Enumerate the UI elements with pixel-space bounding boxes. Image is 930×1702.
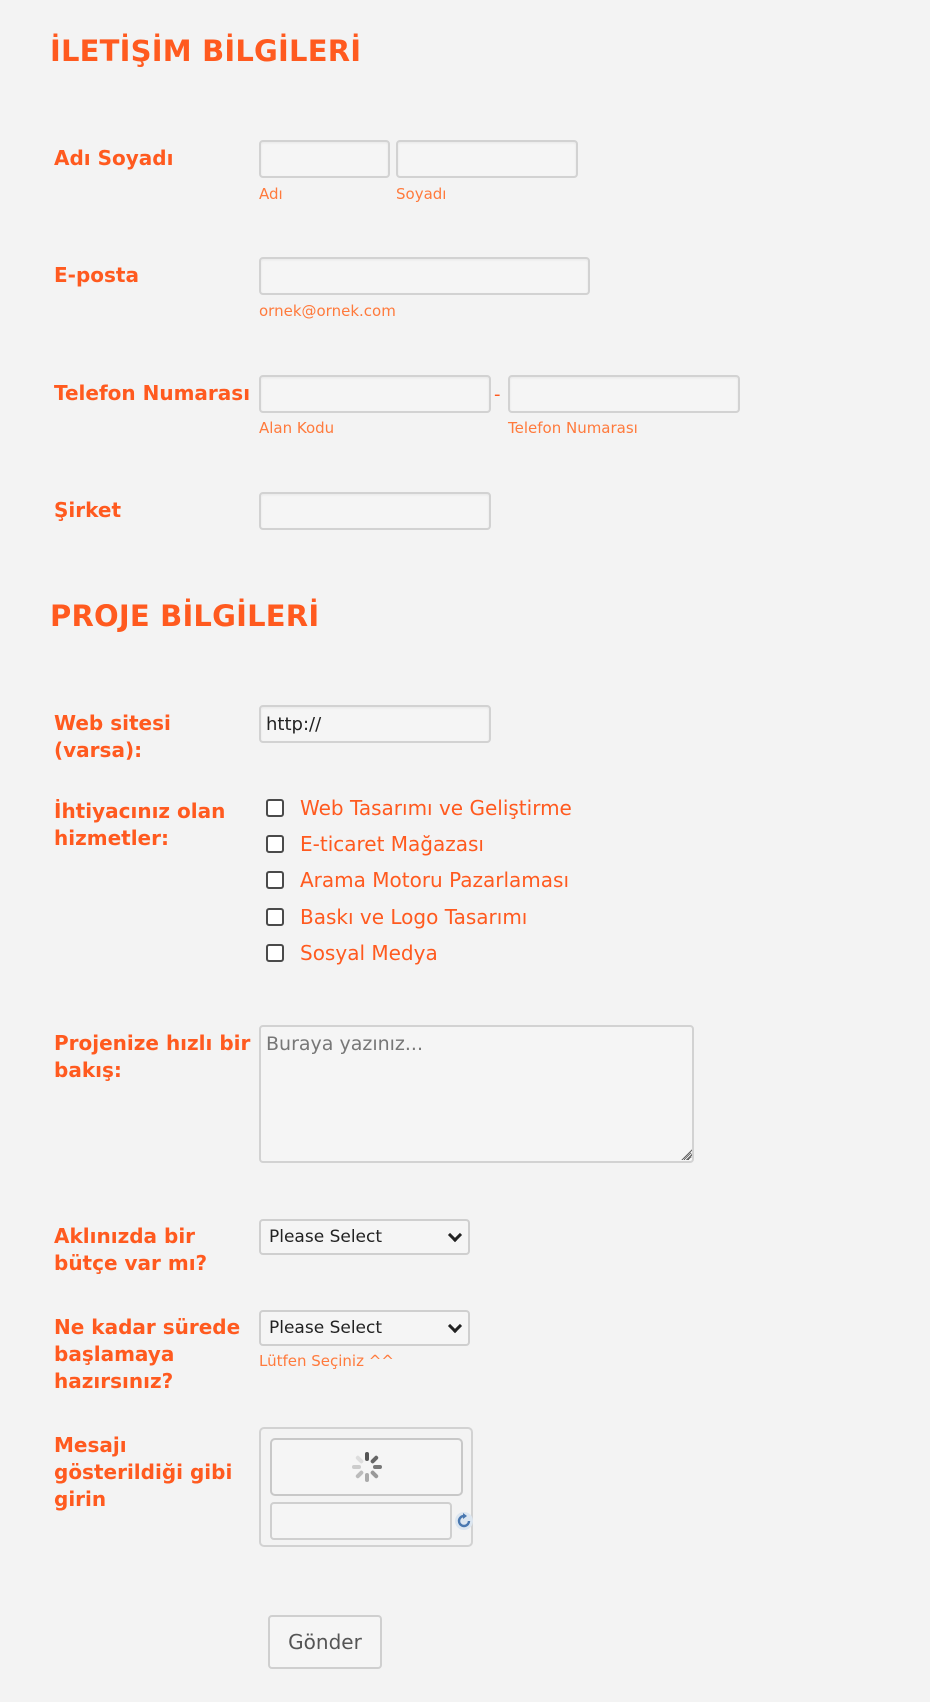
service-option-web-design[interactable] (266, 793, 572, 823)
project-section-title: PROJE BİLGİLERİ (50, 599, 320, 633)
chevron-down-icon (448, 1227, 462, 1241)
area-code-sublabel: Alan Kodu (259, 419, 335, 437)
service-option-label: Web Tasarımı ve Geliştirme (300, 796, 572, 820)
company-label: Şirket (54, 498, 122, 522)
last-name-sublabel: Soyadı (396, 185, 447, 203)
start-time-select[interactable] (259, 1310, 470, 1346)
budget-select-value: Please Select (269, 1227, 383, 1247)
email-label: E-posta (54, 263, 139, 287)
service-option-ecommerce[interactable] (266, 829, 484, 859)
phone-dash: - (494, 384, 501, 405)
budget-label: Aklınızda bir bütçe var mı? (54, 1224, 208, 1275)
service-option-print-logo[interactable] (266, 902, 527, 932)
website-input[interactable] (259, 705, 491, 743)
website-label: Web sitesi (varsa): (54, 711, 171, 762)
phone-number-input[interactable] (508, 375, 740, 413)
checkbox[interactable] (266, 871, 284, 889)
first-name-input[interactable] (259, 140, 390, 178)
budget-select[interactable] (259, 1219, 470, 1255)
service-option-label: Arama Motoru Pazarlaması (300, 868, 570, 892)
first-name-sublabel: Adı (259, 185, 283, 203)
captcha-label: Mesajı gösterildiği gibi girin (54, 1433, 233, 1511)
refresh-icon[interactable] (454, 1511, 474, 1531)
phone-label: Telefon Numarası (54, 381, 251, 405)
contact-section-title: İLETİŞİM BİLGİLERİ (50, 34, 362, 68)
service-option-label: E-ticaret Mağazası (300, 832, 484, 856)
captcha-input[interactable] (270, 1502, 452, 1540)
service-option-seo[interactable] (266, 865, 569, 895)
services-label: İhtiyacınız olan hizmetler: (54, 799, 226, 850)
overview-label: Projenize hızlı bir bakış: (54, 1031, 251, 1082)
name-label: Adı Soyadı (54, 146, 174, 170)
checkbox[interactable] (266, 799, 284, 817)
resize-grip-icon[interactable] (680, 1148, 692, 1160)
start-time-label: Ne kadar sürede başlamaya hazırsınız? (54, 1315, 241, 1393)
captcha-image (270, 1438, 463, 1496)
start-time-select-value: Please Select (269, 1318, 383, 1338)
service-option-label: Baskı ve Logo Tasarımı (300, 905, 528, 929)
service-option-label: Sosyal Medya (300, 941, 438, 965)
captcha-widget (259, 1427, 473, 1547)
chevron-down-icon (448, 1318, 462, 1332)
email-sublabel: ornek@ornek.com (259, 302, 396, 320)
email-input[interactable] (259, 257, 590, 295)
checkbox[interactable] (266, 908, 284, 926)
overview-textarea[interactable] (259, 1025, 694, 1163)
last-name-input[interactable] (396, 140, 578, 178)
phone-number-sublabel: Telefon Numarası (508, 419, 638, 437)
checkbox[interactable] (266, 835, 284, 853)
submit-button[interactable]: Gönder (268, 1615, 382, 1669)
area-code-input[interactable] (259, 375, 491, 413)
checkbox[interactable] (266, 944, 284, 962)
company-input[interactable] (259, 492, 491, 530)
service-option-social-media[interactable] (266, 938, 438, 968)
start-time-sublabel: Lütfen Seçiniz ^^ (259, 1352, 394, 1370)
loading-spinner-icon (352, 1452, 382, 1482)
